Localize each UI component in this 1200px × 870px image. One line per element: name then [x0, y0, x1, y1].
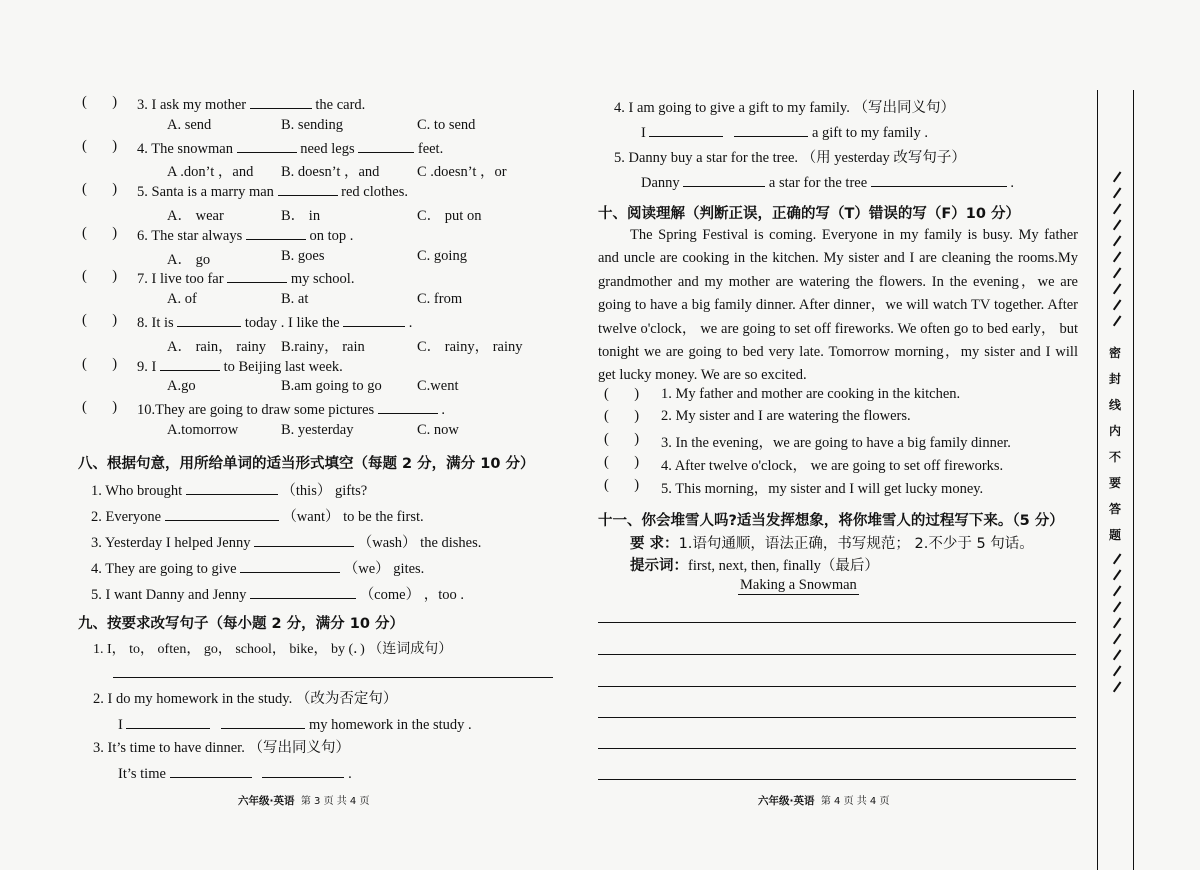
- seal-char: 内: [1109, 424, 1122, 438]
- margin-dash: [1113, 171, 1121, 182]
- answer-paren[interactable]: ( ): [82, 225, 118, 241]
- option-a[interactable]: A． go: [167, 252, 211, 268]
- option-c[interactable]: C. from: [417, 291, 463, 307]
- option-a[interactable]: A. send: [167, 117, 212, 133]
- seal-char: 答: [1109, 502, 1122, 516]
- section-8-title: 八、根据句意，用所给单词的适当形式填空（每题 2 分，满分 10 分）: [78, 456, 535, 472]
- rewrite-answer-4: I a gift to my family .: [641, 122, 928, 142]
- option-b[interactable]: B. sending: [281, 117, 344, 133]
- mc-question-6: 6. The star always on top .: [137, 225, 353, 245]
- fill-question-4: 4. They are going to give （we） gites.: [91, 557, 424, 578]
- seal-char: 题: [1109, 528, 1122, 542]
- rewrite-question-4: 4. I am going to give a gift to my family. （写出同义句）: [614, 100, 955, 116]
- margin-dash: [1113, 315, 1121, 326]
- answer-paren[interactable]: ( ): [82, 356, 118, 372]
- mc-question-4: 4. The snowman need legs feet.: [137, 138, 443, 158]
- fill-question-2: 2. Everyone （want） to be the first.: [91, 505, 424, 526]
- margin-dash: [1113, 633, 1121, 644]
- tf-paren[interactable]: ( ): [604, 431, 640, 447]
- writing-line[interactable]: [598, 686, 1076, 687]
- option-c[interactable]: C. going: [417, 248, 467, 264]
- seal-char: 线: [1109, 398, 1122, 412]
- footer-right: 六年级·英语 第 4 页 共 4 页: [758, 795, 890, 807]
- seal-char: 密: [1109, 346, 1122, 360]
- tf-item-1: 1. My father and mother are cooking in the kitchen.: [661, 386, 961, 402]
- option-b[interactable]: B. goes: [281, 248, 325, 264]
- rewrite-question-5: 5. Danny buy a star for the tree. （用 yesterday 改写句子）: [614, 150, 966, 166]
- option-b[interactable]: B. doesn’t ，and: [281, 164, 380, 180]
- option-c[interactable]: C． rainy， rainy: [417, 339, 523, 355]
- option-b[interactable]: B. at: [281, 291, 309, 307]
- section-9-title: 九、按要求改写句子（每小题 2 分，满分 10 分）: [78, 616, 404, 632]
- tf-paren[interactable]: ( ): [604, 454, 640, 470]
- seal-char: 不: [1109, 450, 1122, 464]
- writing-line[interactable]: [598, 717, 1076, 718]
- mc-question-8: 8. It is today . I like the .: [137, 312, 412, 332]
- margin-dash: [1113, 553, 1121, 564]
- mc-question-5: 5. Santa is a marry man red clothes.: [137, 181, 408, 201]
- fill-question-5: 5. I want Danny and Jenny （come） ，too .: [91, 583, 464, 604]
- rewrite-answer-5: Danny a star for the tree .: [641, 172, 1014, 192]
- fill-question-3: 3. Yesterday I helped Jenny （wash） the dishes.: [91, 531, 481, 552]
- option-a[interactable]: A.go: [167, 378, 196, 394]
- option-a[interactable]: A. of: [167, 291, 197, 307]
- option-b[interactable]: B.rainy， rain: [281, 339, 365, 355]
- writing-line[interactable]: [598, 779, 1076, 780]
- margin-line-right: [1133, 90, 1134, 870]
- answer-paren[interactable]: ( ): [82, 94, 118, 110]
- mc-question-9: 9. I to Beijing last week.: [137, 356, 343, 376]
- answer-paren[interactable]: ( ): [82, 312, 118, 328]
- margin-dash: [1113, 569, 1121, 580]
- answer-line[interactable]: [113, 677, 553, 678]
- rewrite-question-2: 2. I do my homework in the study. （改为否定句）: [93, 691, 398, 707]
- writing-line[interactable]: [598, 622, 1076, 623]
- margin-dash: [1113, 665, 1121, 676]
- section-11-title: 十一、你会堆雪人吗?适当发挥想象，将你堆雪人的过程写下来。（5 分）: [598, 513, 1064, 529]
- option-c[interactable]: C .doesn’t ，or: [417, 164, 507, 180]
- option-c[interactable]: C.went: [417, 378, 459, 394]
- tf-paren[interactable]: ( ): [604, 477, 640, 493]
- seal-char: 封: [1109, 372, 1122, 386]
- hint-words: 提示词：first, next, then, finally（最后）: [630, 558, 879, 574]
- option-b[interactable]: B. yesterday: [281, 422, 354, 438]
- option-a[interactable]: A． rain， rainy: [167, 339, 267, 355]
- margin-dash: [1113, 187, 1121, 198]
- margin-dash: [1113, 235, 1121, 246]
- option-b[interactable]: B． in: [281, 208, 321, 224]
- margin-dash: [1113, 299, 1121, 310]
- footer-left: 六年级·英语 第 3 页 共 4 页: [238, 795, 370, 807]
- essay-title: Making a Snowman: [740, 577, 857, 593]
- rewrite-question-1: 1. I， to， often， go， school， bike， by (．) （连词成句）: [93, 642, 453, 657]
- reading-passage: The Spring Festival is coming. Everyone in my family is busy. My father and uncle are cooking in the kitchen. My sister and I are cleaning the rooms.My grandmother and my mother are watering the flowers. In the evening，we are going to have a big family dinner. After dinner，we will watch TV together. After twelve o'clock， we are going to set off fireworks. We often go to bed early， but tonight we are going to bed very late. Tomorrow morning，my sister and I will get lucky money. We are so excited.: [598, 227, 1078, 384]
- rewrite-answer-2: I my homework in the study .: [118, 714, 472, 734]
- answer-paren[interactable]: ( ): [82, 399, 118, 415]
- option-b[interactable]: B.am going to go: [281, 378, 382, 394]
- margin-line-left: [1097, 90, 1098, 870]
- option-a[interactable]: A.tomorrow: [167, 422, 239, 438]
- answer-paren[interactable]: ( ): [82, 268, 118, 284]
- tf-paren[interactable]: ( ): [604, 386, 640, 402]
- tf-item-3: 3. In the evening，we are going to have a big family dinner.: [661, 435, 1011, 451]
- margin-dash: [1113, 585, 1121, 596]
- mc-question-10: 10.They are going to draw some pictures .: [137, 399, 445, 419]
- requirements: 要 求：1.语句通顺，语法正确，书写规范； 2.不少于 5 句话。: [630, 536, 1034, 552]
- margin-dash: [1113, 617, 1121, 628]
- writing-line[interactable]: [598, 654, 1076, 655]
- option-c[interactable]: C. now: [417, 422, 459, 438]
- margin-dash: [1113, 283, 1121, 294]
- tf-item-2: 2. My sister and I are watering the flowers.: [661, 408, 911, 424]
- margin-dash: [1113, 601, 1121, 612]
- seal-char: 要: [1109, 476, 1122, 490]
- tf-item-4: 4. After twelve o'clock， we are going to set off fireworks.: [661, 458, 1004, 474]
- answer-paren[interactable]: ( ): [82, 181, 118, 197]
- option-a[interactable]: A .don’t ，and: [167, 164, 254, 180]
- margin-dash: [1113, 203, 1121, 214]
- answer-paren[interactable]: ( ): [82, 138, 118, 154]
- mc-question-7: 7. I live too far my school.: [137, 268, 354, 288]
- tf-item-5: 5. This morning，my sister and I will get lucky money.: [661, 481, 984, 497]
- writing-line[interactable]: [598, 748, 1076, 749]
- fill-question-1: 1. Who brought （this） gifts?: [91, 479, 367, 500]
- option-a[interactable]: A． wear: [167, 208, 224, 224]
- mc-question-3: 3. I ask my mother the card.: [137, 94, 365, 114]
- rewrite-question-3: 3. It’s time to have dinner. （写出同义句）: [93, 740, 350, 756]
- margin-dash: [1113, 267, 1121, 278]
- tf-paren[interactable]: ( ): [604, 408, 640, 424]
- section-10-title: 十、阅读理解（判断正误，正确的写（T）错误的写（F）10 分）: [598, 206, 1021, 222]
- option-c[interactable]: C． put on: [417, 208, 482, 224]
- margin-dash: [1113, 649, 1121, 660]
- option-c[interactable]: C. to send: [417, 117, 476, 133]
- margin-dash: [1113, 251, 1121, 262]
- rewrite-answer-3: It’s time .: [118, 763, 352, 783]
- margin-dash: [1113, 219, 1121, 230]
- margin-dash: [1113, 681, 1121, 692]
